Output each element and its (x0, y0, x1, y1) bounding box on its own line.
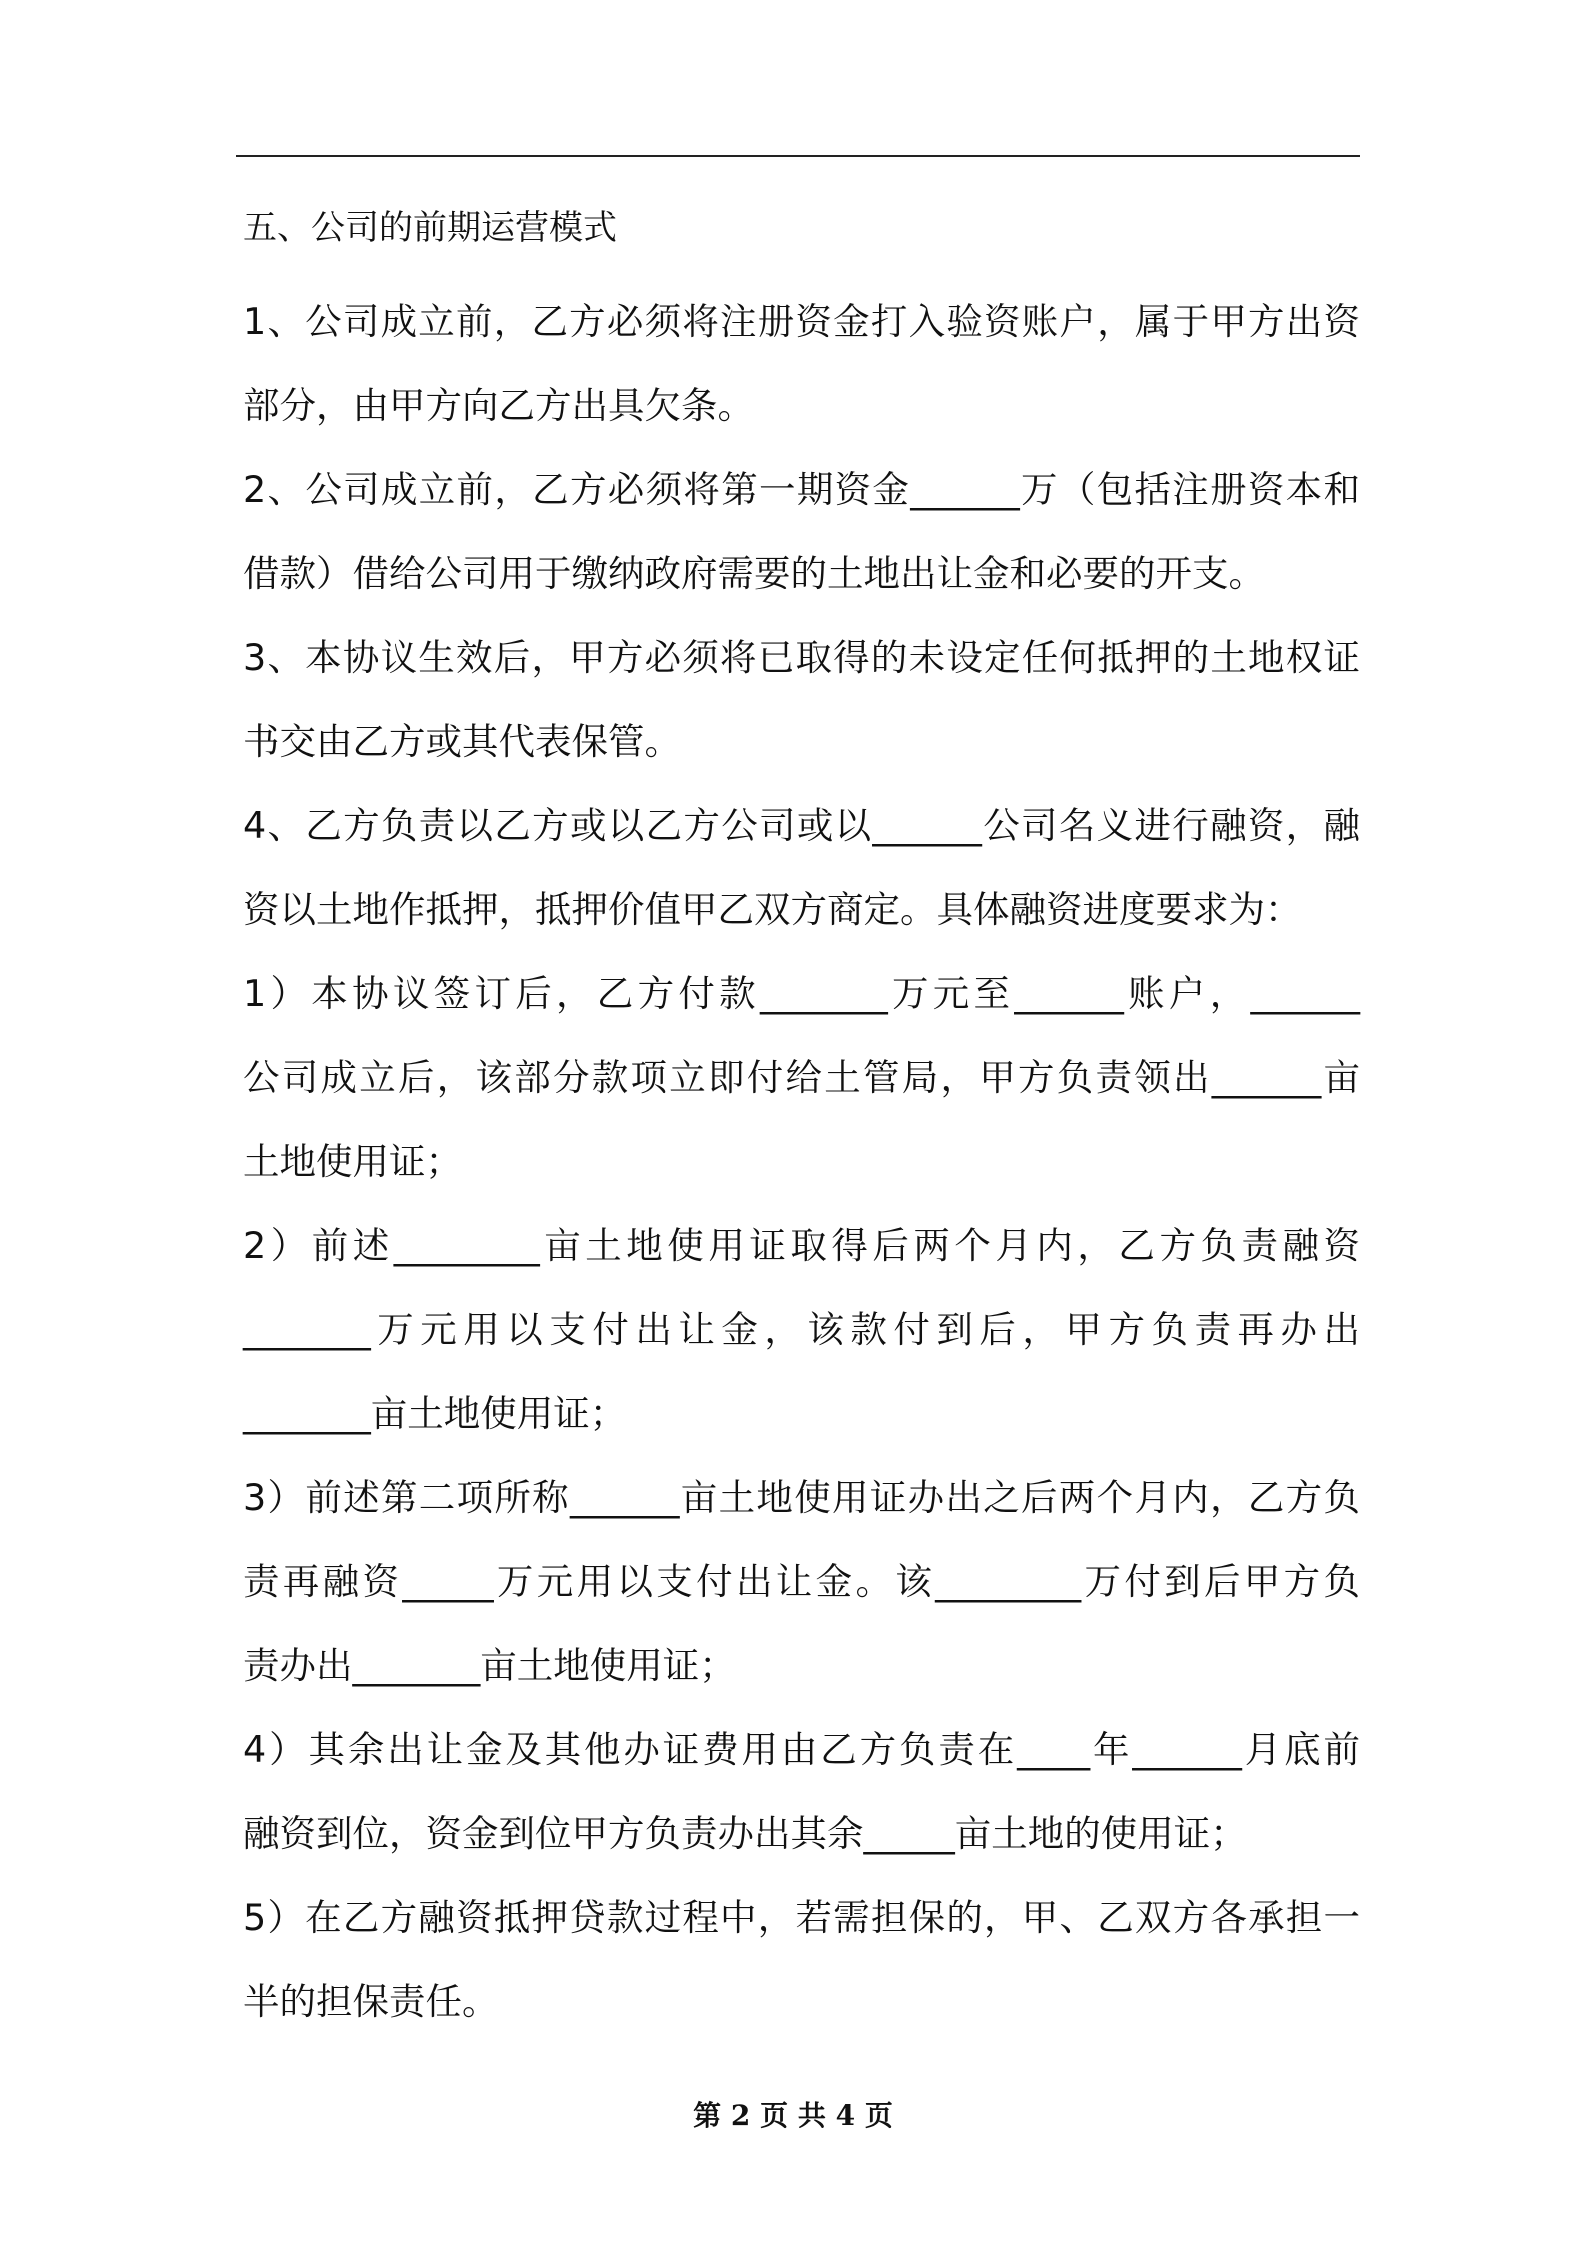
text-line: _______万元用以支付出让金，该款付到后，甲方负责再办出 (243, 1308, 1360, 1351)
text-line: 4、乙方负责以乙方或以乙方公司或以______公司名义进行融资，融 (243, 804, 1360, 847)
paragraph-item-5 (243, 1876, 1360, 2044)
text-line: 1、公司成立前，乙方必须将注册资金打入验资账户，属于甲方出资 (243, 300, 1360, 343)
text-line: 2、公司成立前，乙方必须将第一期资金______万（包括注册资本和 (243, 468, 1360, 511)
text-line: 3、本协议生效后，甲方必须将已取得的未设定任何抵押的土地权证 (243, 636, 1360, 679)
paragraph-3 (243, 616, 1360, 784)
section-title: 五、公司的前期运营模式 (243, 208, 617, 248)
document-body (243, 196, 1360, 2044)
text-line: 书交由乙方或其代表保管。 (243, 720, 681, 763)
paragraph-item-1 (243, 952, 1360, 1204)
text-line: 融资到位，资金到位甲方负责办出其余_____亩土地的使用证； (243, 1812, 1247, 1855)
text-line: 借款）借给公司用于缴纳政府需要的土地出让金和必要的开支。 (243, 552, 1265, 595)
paragraph-4 (243, 784, 1360, 952)
paragraph-2 (243, 448, 1360, 616)
text-line: 半的担保责任。 (243, 1980, 499, 2023)
text-line: 资以土地作抵押，抵押价值甲乙双方商定。具体融资进度要求为： (243, 888, 1302, 931)
header-rule (236, 155, 1360, 157)
paragraph-item-3 (243, 1456, 1360, 1708)
text-line: 4）其余出让金及其他办证费用由乙方负责在____年______月底前 (243, 1728, 1360, 1771)
text-line: _______亩土地使用证； (243, 1392, 627, 1435)
text-line: 责办出_______亩土地使用证； (243, 1644, 736, 1687)
paragraph-item-4 (243, 1708, 1360, 1876)
text-line: 1）本协议签订后，乙方付款_______万元至______账户，______ (243, 972, 1360, 1015)
paragraph-1 (243, 280, 1360, 448)
text-line: 2）前述________亩土地使用证取得后两个月内，乙方负责融资 (243, 1224, 1360, 1267)
paragraph-item-2 (243, 1204, 1360, 1456)
text-line: 3）前述第二项所称______亩土地使用证办出之后两个月内，乙方负 (243, 1476, 1360, 1519)
text-line: 土地使用证； (243, 1140, 462, 1183)
text-line: 责再融资_____万元用以支付出让金。该________万付到后甲方负 (243, 1560, 1360, 1603)
page-number-footer: 第 2 页 共 4 页 (693, 2099, 893, 2132)
text-line: 5）在乙方融资抵押贷款过程中，若需担保的，甲、乙双方各承担一 (243, 1896, 1360, 1939)
text-line: 公司成立后，该部分款项立即付给土管局，甲方负责领出______亩 (243, 1056, 1360, 1099)
text-line: 部分，由甲方向乙方出具欠条。 (243, 384, 754, 427)
